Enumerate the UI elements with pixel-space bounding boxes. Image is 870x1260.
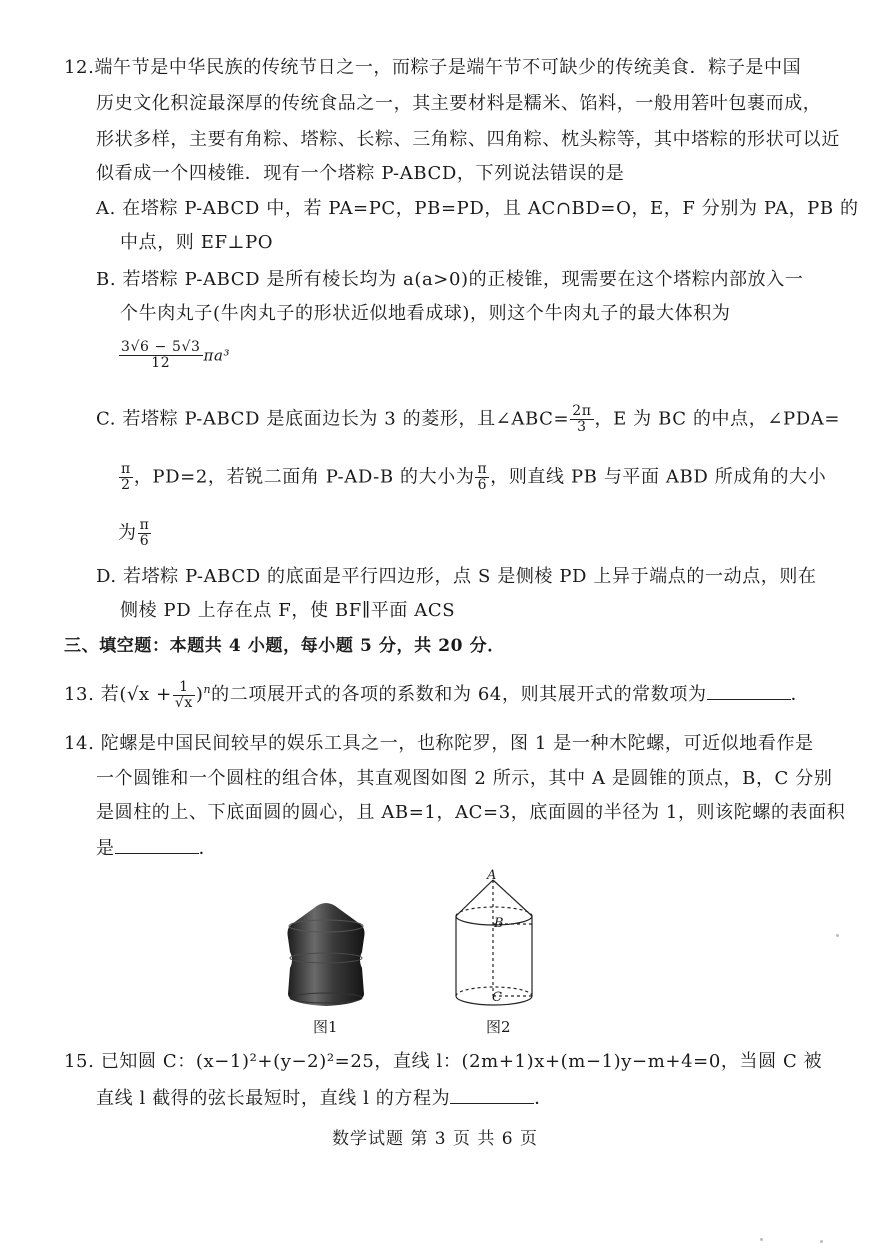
- scan-speck: [760, 1238, 763, 1241]
- q12-option-c-line-1: C. 若塔粽 P-ABCD 是底面边长为 3 的菱形，且∠ABC= $\frac{2\pi}{3}$ ，E 为 BC 的中点，∠PDA=: [96, 403, 841, 435]
- q14-line-3: 是圆柱的上、下底面圆的圆心，且 AB=1，AC=3，底面圆的半径为 1，则该陀螺的表面积: [96, 802, 846, 823]
- scan-speck: [836, 934, 839, 937]
- q12-option-b-line-2: 个牛肉丸子(牛肉丸子的形状近似地看成球)，则这个牛肉丸子的最大体积为: [120, 303, 731, 324]
- q12-option-b-volume-formula: $\frac{3√6 - 5√3}{12}$ πa³: [121, 339, 231, 371]
- label-point-c: C: [492, 990, 502, 1005]
- volume-fraction: $\frac{3√6 - 5√3}{12}$: [121, 339, 201, 371]
- q13-answer-blank[interactable]: [707, 681, 791, 700]
- q12-line-3: 形状多样，主要有角粽、塔粽、长粽、三角粽、四角粽、枕头粽等，其中塔粽的形状可以近: [96, 129, 840, 150]
- q12-line-4: 似看成一个四棱锥．现有一个塔粽 P-ABCD，下列说法错误的是: [96, 163, 625, 184]
- q15-answer-blank[interactable]: [450, 1085, 534, 1104]
- figure-1-spinning-top-photo: [284, 898, 368, 1008]
- label-point-a: A: [487, 868, 497, 883]
- q14-line-4: 是 ．: [96, 835, 217, 861]
- q15-line-2: 直线 l 截得的弦长最短时，直线 l 的方程为 ．: [96, 1085, 553, 1111]
- q12-option-c-line-2: $\frac{\pi}{2}$ ，PD=2，若锐二面角 P-AD-B 的大小为 $\frac{\pi}{6}$ ，则直线 PB 与平面 ABD 所成角的大小: [121, 461, 827, 493]
- q12-option-d-line-1: D. 若塔粽 P-ABCD 的底面是平行四边形，点 S 是侧棱 PD 上异于端点的一动点，则在: [96, 566, 817, 587]
- section-3-heading: 三、填空题：本题共 4 小题，每小题 5 分，共 20 分．: [64, 636, 505, 656]
- page-footer: 数学试题 第 3 页 共 6 页: [331, 1129, 539, 1149]
- q12-option-d-line-2: 侧棱 PD 上存在点 F，使 BF∥平面 ACS: [120, 600, 456, 621]
- q13-line: 13. 若(√x + $\frac{1}{√x}$ )$^n$的二项展开式的各项的系数和为 64，则其展开式的常数项为 ．: [64, 678, 810, 711]
- q12-option-c-line-3: 为 $\frac{\pi}{6}$: [118, 517, 150, 549]
- q14-line-1: 14. 陀螺是中国民间较早的娱乐工具之一，也称陀罗，图 1 是一种木陀螺，可近似地看作是: [64, 733, 814, 754]
- q14-line-2: 一个圆锥和一个圆柱的组合体，其直观图如图 2 所示，其中 A 是圆锥的顶点，B，C 分别: [96, 768, 833, 789]
- label-point-b: B: [494, 916, 504, 931]
- q15-line-1: 15. 已知圆 C：(x−1)²+(y−2)²=25，直线 l：(2m+1)x+(m−1)y−m+4=0，当圆 C 被: [64, 1051, 823, 1072]
- q12-option-a-line-1: A. 在塔粽 P-ABCD 中，若 PA=PC，PB=PD，且 AC∩BD=O，E，F 分别为 PA，PB 的: [96, 198, 859, 219]
- scan-speck: [820, 1240, 823, 1243]
- q12-option-a-line-2: 中点，则 EF⊥PO: [120, 232, 274, 253]
- figure-1-caption: 图1: [313, 1018, 338, 1036]
- q12-line-2: 历史文化积淀最深厚的传统食品之一，其主要材料是糯米、馅料，一般用箬叶包裹而成，: [96, 93, 822, 114]
- figure-2-caption: 图2: [486, 1018, 511, 1036]
- q12-line-1: 12.端午节是中华民族的传统节日之一，而粽子是端午节不可缺少的传统美食．粽子是中国: [64, 57, 802, 78]
- q12-option-b-line-1: B. 若塔粽 P-ABCD 是所有棱长均为 a(a>0)的正棱锥，现需要在这个塔粽内部放入一: [96, 269, 804, 290]
- q14-answer-blank[interactable]: [115, 835, 199, 854]
